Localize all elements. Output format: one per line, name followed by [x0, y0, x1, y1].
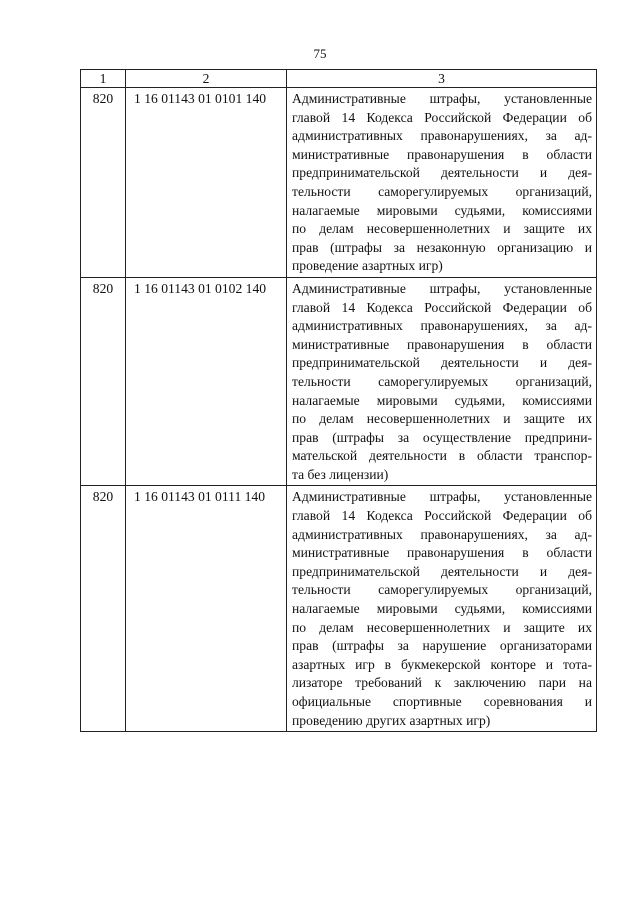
budget-codes-table: [80, 69, 597, 732]
admin-code-cell: 820: [81, 277, 126, 486]
description-line: административных правонарушениях, за ад-: [292, 318, 592, 334]
description-cell: [287, 277, 597, 486]
table-row: [81, 486, 597, 732]
description-line: тельности саморегулируемых организаций,: [292, 373, 592, 389]
description-line: налагаемые мировыми судьями, комиссиями: [292, 392, 592, 408]
description-line: налагаемые мировыми судьями, комиссиями: [292, 202, 592, 218]
description-line: по делам несовершеннолетних и защите их: [292, 619, 592, 635]
description-line: административных правонарушениях, за ад-: [292, 526, 592, 542]
description-line: предпринимательской деятельности и дея-: [292, 165, 592, 181]
description-line: Административные штрафы, установленные: [292, 91, 592, 106]
table-header-row: [81, 70, 597, 88]
description-cell: [287, 486, 597, 732]
description-line: проведению других азартных игр): [292, 712, 491, 728]
description-line: налагаемые мировыми судьями, комиссиями: [292, 601, 592, 617]
description-line: министративные правонарушения в области: [292, 545, 592, 561]
description-line: главой 14 Кодекса Российской Федерации об: [292, 109, 592, 125]
description-line: Административные штрафы, установленные: [292, 280, 592, 296]
description-line: азартных игр в букмекерской конторе и тота-: [292, 656, 592, 672]
description-line: главой 14 Кодекса Российской Федерации об: [292, 299, 592, 315]
description-line: проведение азартных игр): [292, 258, 443, 274]
description-line: прав (штрафы за незаконную организацию и: [292, 239, 592, 255]
table-row: [81, 277, 597, 486]
table-body: [81, 88, 597, 732]
column-header-3: 3: [287, 70, 597, 88]
description-line: главой 14 Кодекса Российской Федерации об: [292, 508, 592, 524]
budget-classification-code-cell: 1 16 01143 01 0111 140: [126, 486, 287, 732]
description-line: министративные правонарушения в области: [292, 146, 592, 162]
description-line: прав (штрафы за нарушение организаторами: [292, 638, 592, 654]
description-line: министративные правонарушения в области: [292, 336, 592, 352]
column-header-2: 2: [126, 70, 287, 88]
admin-code-cell: 820: [81, 88, 126, 278]
budget-classification-code-cell: 1 16 01143 01 0101 140: [126, 88, 287, 278]
description-line: та без лицензии): [292, 466, 389, 482]
description-line: Административные штрафы, установленные: [292, 489, 592, 505]
description-line: лизаторе требований к заключению пари на: [292, 675, 592, 691]
description-line: тельности саморегулируемых организаций,: [292, 582, 592, 598]
description-line: официальные спортивные соревнования и: [292, 694, 592, 709]
table-row: [81, 88, 597, 278]
description-line: прав (штрафы за осуществление предприни-: [292, 429, 592, 445]
description-line: мательской деятельности в области транспор-: [292, 448, 592, 464]
description-cell: [287, 88, 597, 278]
description-line: административных правонарушениях, за ад-: [292, 128, 592, 144]
description-line: предпринимательской деятельности и дея-: [292, 355, 592, 371]
admin-code-cell: 820: [81, 486, 126, 732]
description-line: по делам несовершеннолетних и защите их: [292, 221, 592, 237]
budget-classification-code-cell: 1 16 01143 01 0102 140: [126, 277, 287, 486]
description-line: тельности саморегулируемых организаций,: [292, 183, 592, 199]
description-line: предпринимательской деятельности и дея-: [292, 563, 592, 579]
description-line: по делам несовершеннолетних и защите их: [292, 411, 592, 427]
column-header-1: 1: [81, 70, 126, 88]
page-number: 75: [313, 46, 327, 61]
